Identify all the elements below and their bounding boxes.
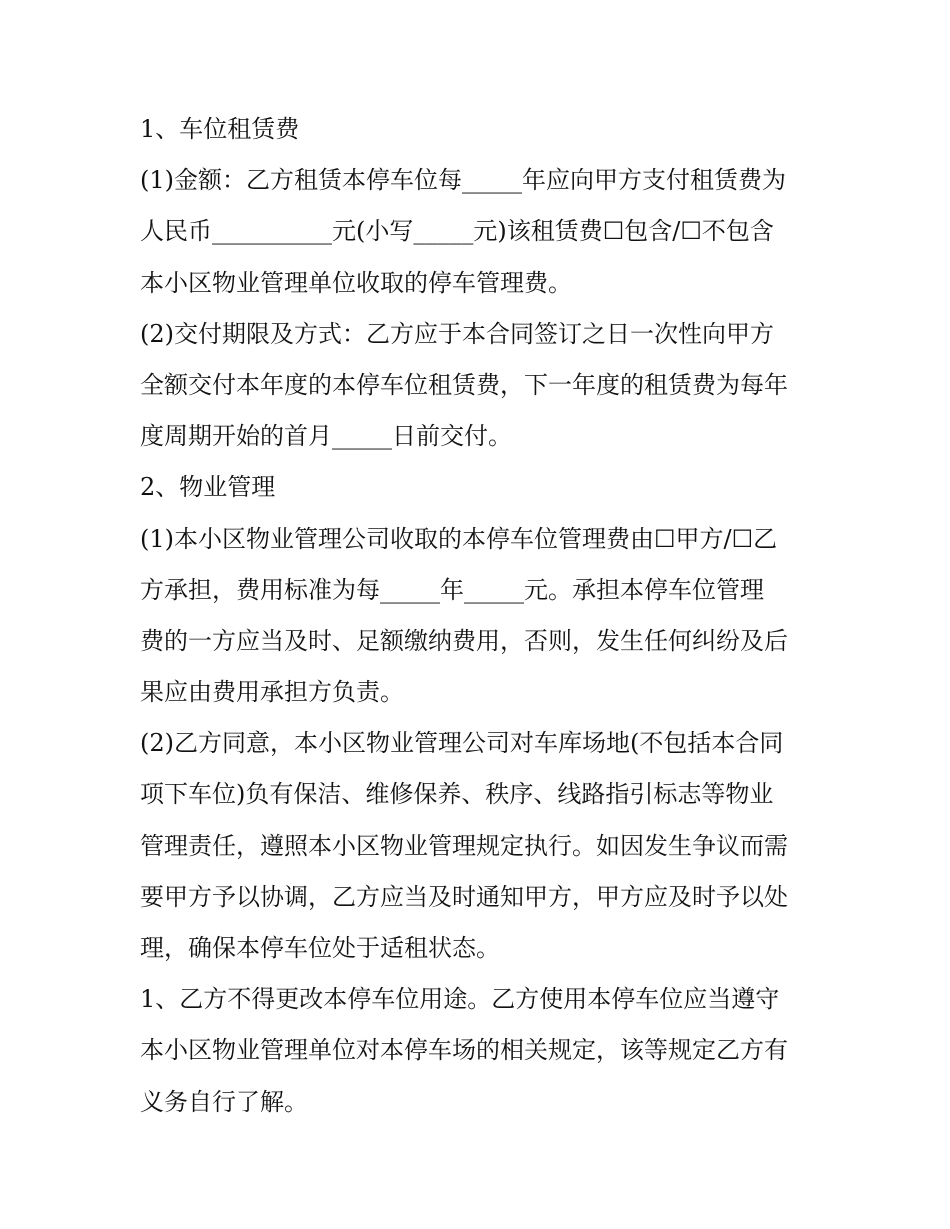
clause-agreement-line-1: (2)乙方同意，本小区物业管理公司对车库场地(不包括本合同 bbox=[140, 729, 784, 758]
clause-agreement-line-3: 管理责任，遵照本小区物业管理规定执行。如因发生争议而需 bbox=[140, 831, 788, 860]
clause-usage-line-3: 义务自行了解。 bbox=[140, 1087, 308, 1116]
clause-amount-line-3: 本小区物业管理单位收取的停车管理费。 bbox=[140, 268, 572, 297]
clause-management-fee-line-2: 方承担，费用标准为每_____年_____元。承担本停车位管理 bbox=[140, 575, 764, 604]
section-heading-rental-fee: 1、车位租赁费 bbox=[140, 115, 300, 143]
clause-agreement-line-5: 理，确保本停车位处于适租状态。 bbox=[140, 934, 500, 962]
clause-agreement-line-2: 项下车位)负有保洁、维修保养、秩序、线路指引标志等物业 bbox=[140, 780, 774, 809]
document-body bbox=[140, 104, 820, 1128]
clause-management-fee-line-3: 费的一方应当及时、足额缴纳费用，否则，发生任何纠纷及后 bbox=[140, 626, 788, 655]
section-heading-property-management: 2、物业管理 bbox=[140, 473, 276, 502]
clause-usage-line-1: 1、乙方不得更改本停车位用途。乙方使用本停车位应当遵守 bbox=[140, 985, 780, 1014]
clause-payment-line-3: 度周期开始的首月_____日前交付。 bbox=[140, 422, 512, 451]
clause-management-fee-line-4: 果应由费用承担方负责。 bbox=[140, 678, 404, 707]
clause-usage-line-2: 本小区物业管理单位对本停车场的相关规定，该等规定乙方有 bbox=[140, 1036, 788, 1065]
clause-payment-line-2: 全额交付本年度的本停车位租赁费，下一年度的租赁费为每年 bbox=[140, 370, 788, 399]
clause-payment-line-1: (2)交付期限及方式：乙方应于本合同签订之日一次性向甲方 bbox=[140, 319, 774, 348]
clause-agreement-line-4: 要甲方予以协调，乙方应当及时通知甲方，甲方应及时予以处 bbox=[140, 882, 788, 911]
clause-amount-line-1: (1)金额：乙方租赁本停车位每_____年应向甲方支付租赁费为 bbox=[140, 166, 786, 195]
clause-amount-line-2: 人民币__________元(小写_____元)该租赁费☐包含/☐不包含 bbox=[140, 217, 774, 246]
clause-management-fee-line-1: (1)本小区物业管理公司收取的本停车位管理费由☐甲方/☐乙 bbox=[140, 524, 778, 553]
